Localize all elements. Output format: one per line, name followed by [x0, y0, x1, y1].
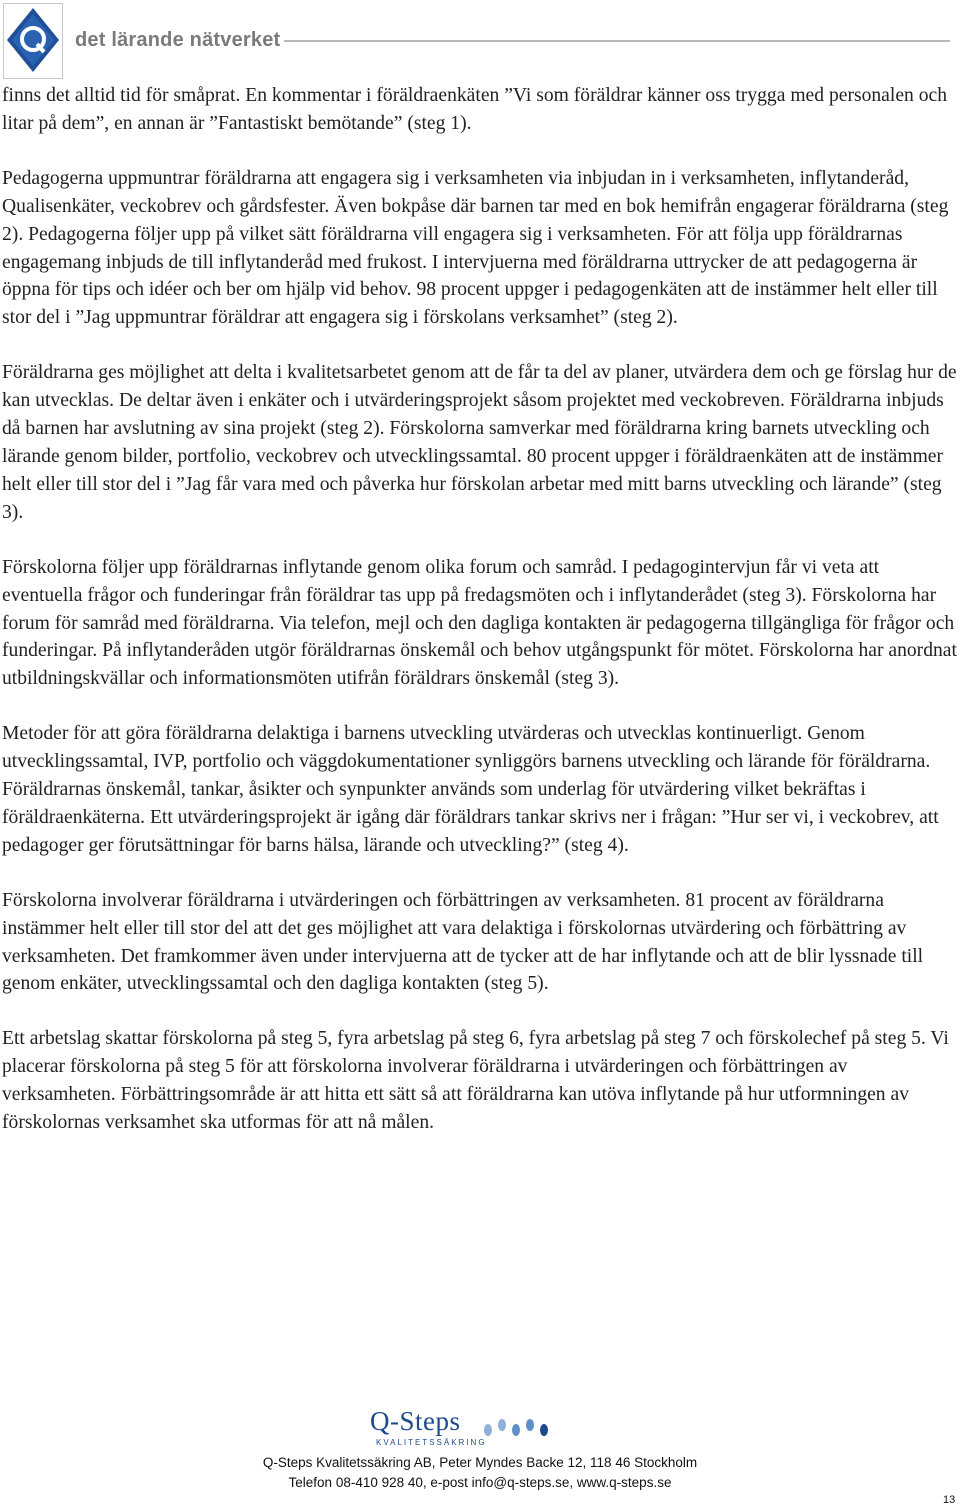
qsteps-logo-text: Q-Steps	[370, 1406, 461, 1436]
footprints-icon	[480, 1416, 560, 1438]
header-rule	[284, 40, 950, 42]
page-number: 13	[943, 1494, 956, 1506]
qsteps-logo	[370, 1406, 560, 1452]
footer-address: Q-Steps Kvalitetssäkring AB, Peter Myndes Backe 12, 118 46 Stockholm	[262, 1455, 698, 1470]
paragraph: Ett arbetslag skattar förskolorna på steg 5, fyra arbetslag på steg 6, fyra arbetslag på steg 7 och förskolechef på steg 5. Vi placerar förskolorna på steg 5 för att förskolorna involverar föräldrarna i utvärderingen och förbättringen av verksamheten. Förbättringsområde är att hitta ett sätt så att föräldrarna kan utöva inflytande på hur utformningen av förskolornas verksamhet ska utformas för att nå målen.	[2, 1028, 949, 1134]
qsteps-logo-subtitle: KVALITETSSÄKRING	[376, 1438, 487, 1447]
footer-contact: Telefon 08-410 928 40, e-post info@q-steps.se, www.q-steps.se	[288, 1475, 672, 1490]
paragraph: Förskolorna följer upp föräldrarnas inflytande genom olika forum och samråd. I pedagogintervjun får vi veta att eventuella frågor och funderingar från föräldrar tas upp på fredagsmöten och i inflytanderådet (steg 3). Förskolorna har forum för samråd med föräldrarna. Via telefon, mejl och den dagliga kontakten är pedagogerna tillgängliga för frågor och funderingar. På inflytanderåden utgör föräldrarnas önskemål och behov utgångspunkt för mötet. Förskolorna har anordnat utbildningskvällar och informationsmöten utifrån föräldrars önskemål (steg 3).	[2, 556, 957, 690]
paragraph: Föräldrarna ges möjlighet att delta i kvalitetsarbetet genom att de får ta del av planer, utvärdera dem och ge förslag hur de kan utvecklas. De deltar även i enkäter och i utvärderingsprojekt såsom projektet med veckobreven. Föräldrarna inbjuds då barnen har avslutning av sina projekt (steg 2). Förskolorna samverkar med föräldrarna kring barnets utveckling och lärande genom bilder, portfolio, veckobrev och utvecklingssamtal. 80 procent uppger i föräldraenkäten att de instämmer helt eller till stor del i ”Jag får vara med och påverka hur förskolan arbetar med mitt barns utveckling och lärande” (steg 3).	[2, 362, 957, 523]
page-header	[0, 0, 960, 80]
paragraph: finns det alltid tid för småprat. En kommentar i föräldraenkäten ”Vi som föräldrar känner oss trygga med personalen och litar på dem”, en annan är ”Fantastiskt bemötande” (steg 1).	[2, 85, 948, 134]
paragraph: Pedagogerna uppmuntrar föräldrarna att engagera sig i verksamheten via inbjudan in i verksamheten, inflytanderåd, Qualisenkäter, veckobrev och gårdsfester. Även bokpåse där barnen tar med en bok hemifrån engagerar föräldrarna (steg 2). Pedagogerna följer upp på vilket sätt föräldrarna vill engagera sig i verksamheten. För att följa upp föräldrarnas engagemang inbjuds de till inflytanderåd med frukost. I intervjuerna med föräldrarna uttrycker de att pedagogerna är öppna för tips och idéer och ber om hjälp vid behov. 98 procent uppger i pedagogenkäten att de instämmer helt eller till stor del i ”Jag uppmuntrar föräldrar att engagera sig i förskolans verksamhet” (steg 2).	[2, 167, 949, 329]
brand-name: det lärande nätverket	[75, 29, 281, 51]
paragraph: Förskolorna involverar föräldrarna i utvärderingen och förbättringen av verksamheten. 81 procent av föräldrarna instämmer helt eller till stor del att det ges möjlighet att vara delaktiga i förskolornas utvärdering och förbättring av verksamheten. Det framkommer även under intervjuerna att de tycker att de har inflytande och att de blir lyssnade till genom enkäter, utvecklingssamtal och den dagliga kontakten (steg 5).	[2, 889, 924, 995]
document-body	[2, 82, 957, 1164]
q-diamond-logo-icon	[3, 3, 63, 79]
paragraph: Metoder för att göra föräldrarna delaktiga i barnens utveckling utvärderas och utvecklas kontinuerligt. Genom utvecklingssamtal, IVP, portfolio och väggdokumentationer synliggörs barnens utveckling och lärande för föräldrarna. Föräldrarnas önskemål, tankar, åsikter och synpunkter används som underlag för utvärdering vilket bekräftas i föräldraenkäterna. Ett utvärderingsprojekt är igång där föräldrars tankar skrivs ner i frågan: ”Hur ser vi, i veckobrev, att pedagoger ger förutsättningar för barns hälsa, lärande och utveckling?” (steg 4).	[2, 723, 939, 856]
